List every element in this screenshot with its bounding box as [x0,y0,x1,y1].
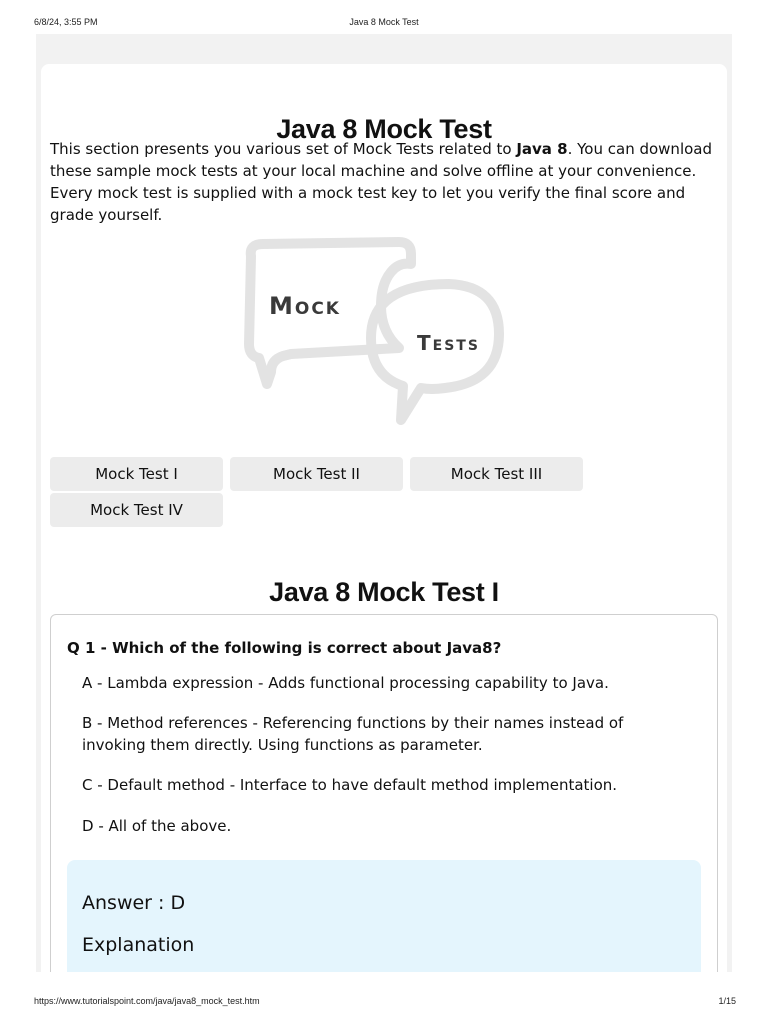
option-a: A - Lambda expression - Adds functional processing capability to Java. [82,674,609,692]
option-d: D - All of the above. [82,817,232,835]
section-title: Java 8 Mock Test I [269,577,499,607]
explanation-heading: Explanation [82,934,195,956]
print-datetime: 6/8/24, 3:55 PM [34,17,98,27]
mock-tests-graphic [231,236,511,446]
print-footer [0,994,768,1024]
intro-text [50,138,712,226]
page-background [36,34,732,972]
print-page-number: 1/15 [718,996,736,1006]
intro-part: . You can download these sample mock tests at your local machine and solve offline at your convenience. Every mock test is supplied with a mock test key to let you verify the final score and grade yourself. [50,140,712,224]
option-c: C - Default method - Interface to have default method implementation. [82,776,618,794]
question-box [50,614,718,972]
intro-bold: Java 8 [516,140,568,158]
mock-test-1-button[interactable]: Mock Test I [50,457,223,491]
graphic-word-tests: Tests [417,331,480,355]
intro-part: This section presents you various set of Mock Tests related to [50,140,517,158]
print-title: Java 8 Mock Test [349,17,419,27]
question-text: Q 1 - Which of the following is correct about Java8? [67,639,502,657]
answer-box [67,860,701,972]
content-card [41,64,727,972]
graphic-word-mock: Mock [269,292,341,320]
mock-test-2-button[interactable]: Mock Test II [230,457,403,491]
option-b: B - Method references - Referencing functions by their names instead of invoking them directly. Using functions as parameter. [82,714,624,754]
page-title: Java 8 Mock Test [276,114,492,144]
answer-text: Answer : D [82,892,186,914]
print-url: https://www.tutorialspoint.com/java/java8_mock_test.htm [34,996,260,1006]
print-header [0,0,768,34]
mock-test-3-button[interactable]: Mock Test III [410,457,583,491]
mock-test-4-button[interactable]: Mock Test IV [50,493,223,527]
